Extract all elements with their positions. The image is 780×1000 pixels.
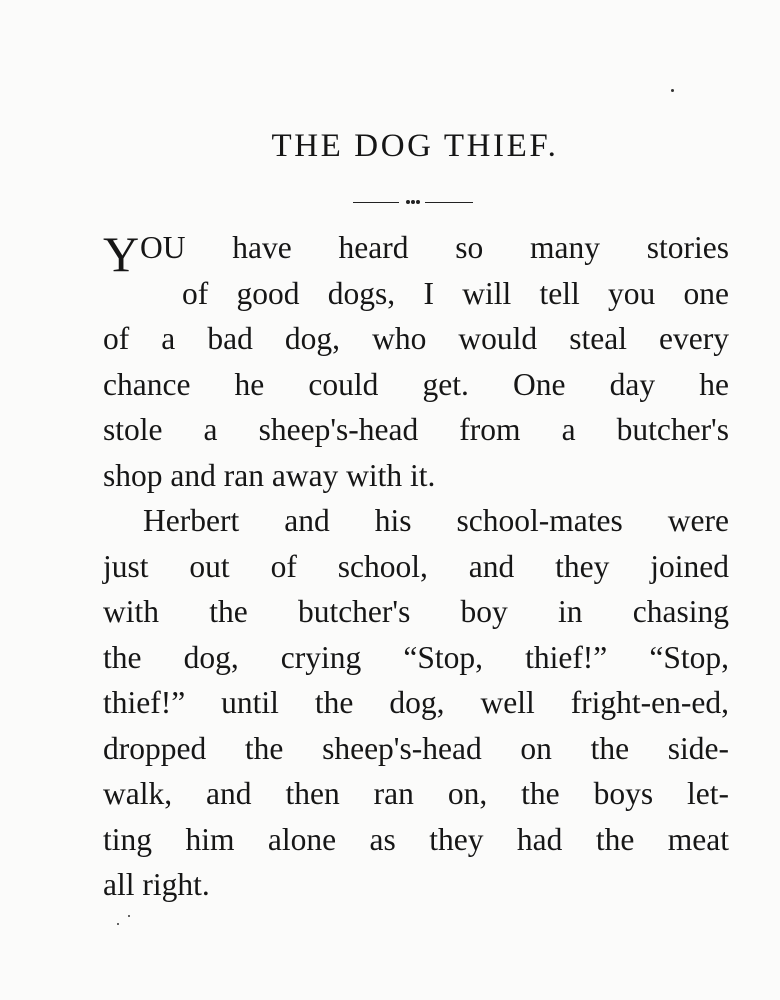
text-line: shop and ran away with it. bbox=[103, 457, 436, 493]
text-line: of a bad dog, who would steal every bbox=[103, 321, 729, 356]
text-line: walk, and then ran on, the boys let- bbox=[103, 776, 729, 811]
paper-speck bbox=[671, 89, 674, 92]
text-line: stole a sheep's-head from a butcher's bbox=[103, 412, 729, 447]
text-line: ting him alone as they had the meat bbox=[103, 821, 729, 857]
text-line: with the butcher's boy in chasing bbox=[103, 594, 729, 629]
text-line: dropped the sheep's-head on the side- bbox=[103, 730, 729, 766]
ornament-dot bbox=[416, 200, 420, 204]
paper-speck bbox=[117, 923, 119, 925]
drop-cap: Y bbox=[103, 226, 140, 282]
page-title: THE DOG THIEF. bbox=[271, 128, 559, 164]
ornament-dots bbox=[402, 199, 422, 207]
title-ornament bbox=[353, 197, 473, 209]
ornament-line-left bbox=[353, 202, 399, 203]
text-line: thief!” until the dog, well fright-en-ed, bbox=[103, 685, 729, 720]
text-line: just out of school, and they joined bbox=[103, 548, 729, 584]
text-line: of good dogs, I will tell you one bbox=[182, 275, 729, 311]
text-line bbox=[103, 225, 729, 282]
ornament-dot bbox=[411, 200, 415, 204]
text-line: all right. bbox=[103, 867, 210, 902]
text-line: Herbert and his school-mates were bbox=[143, 503, 729, 538]
text-line-content: OU have heard so many stories bbox=[140, 230, 729, 265]
ornament-dot bbox=[406, 200, 410, 204]
ornament-line-right bbox=[425, 202, 473, 203]
story-text bbox=[103, 225, 729, 908]
text-line: chance he could get. One day he bbox=[103, 366, 729, 402]
text-line: the dog, crying “Stop, thief!” “Stop, bbox=[103, 639, 729, 675]
paper-speck bbox=[128, 915, 130, 917]
